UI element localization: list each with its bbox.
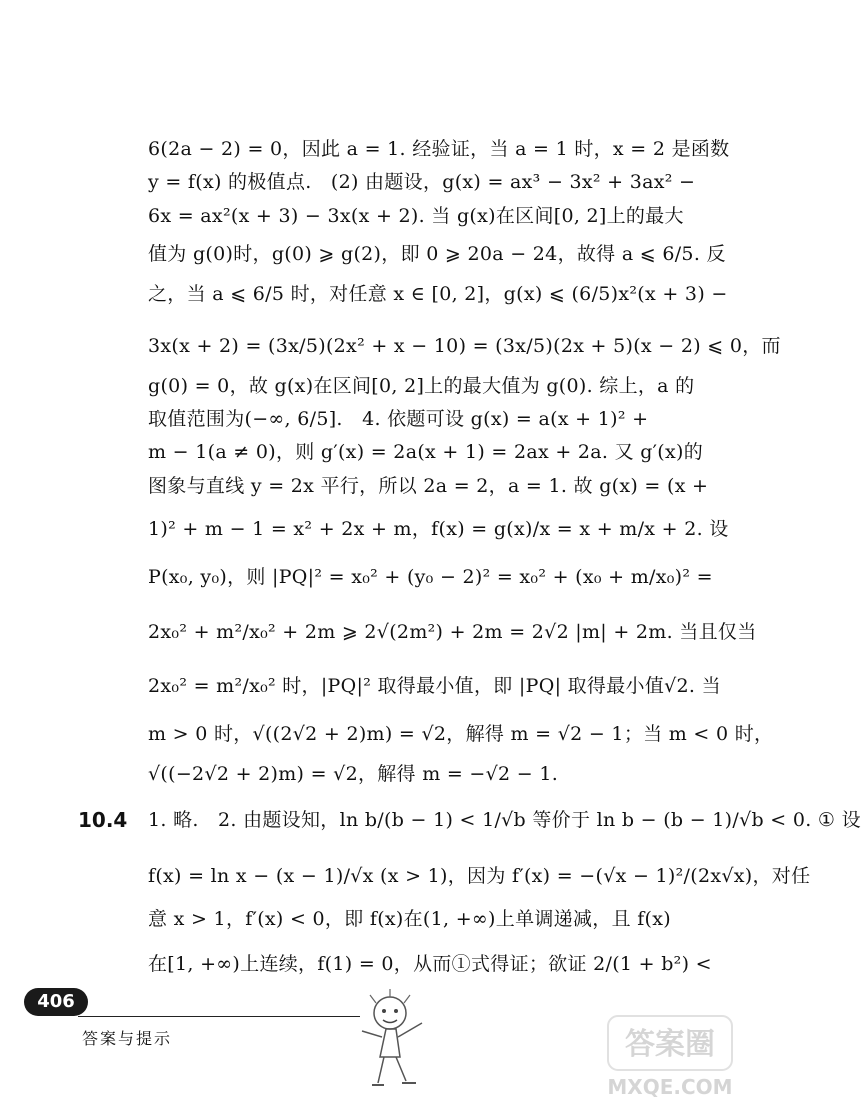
text-line: 2x₀² + m²/x₀² + 2m ⩾ 2√(2m²) + 2m = 2√2 |m| + 2m. 当且仅当 xyxy=(148,621,757,643)
section-number: 10.4 xyxy=(78,808,128,832)
text-line: 意 x > 1，f′(x) < 0，即 f(x)在(1, +∞)上单调递减，且 f(x) xyxy=(148,908,671,930)
text-line: 2x₀² = m²/x₀² 时，|PQ|² 取得最小值，即 |PQ| 取得最小值√2. 当 xyxy=(148,675,721,697)
text-line: 在[1, +∞)上连续，f(1) = 0，从而①式得证；欲证 2/(1 + b²) < xyxy=(148,953,712,975)
text-line: 6(2a − 2) = 0，因此 a = 1. 经验证，当 a = 1 时，x = 2 是函数 xyxy=(148,138,730,160)
text-line: y = f(x) 的极值点. (2) 由题设，g(x) = ax³ − 3x² + 3ax² − xyxy=(148,171,696,193)
text-line: f(x) = ln x − (x − 1)/√x (x > 1)，因为 f′(x) = −(√x − 1)²/(2x√x)，对任 xyxy=(148,865,811,887)
text-line: 值为 g(0)时，g(0) ⩾ g(2)，即 0 ⩾ 20a − 24，故得 a ⩽ 6/5. 反 xyxy=(148,243,726,265)
text-line: m > 0 时，√((2√2 + 2)m) = √2，解得 m = √2 − 1；当 m < 0 时， xyxy=(148,723,774,745)
watermark-logo xyxy=(600,1010,740,1105)
watermark-text: 答案圈 xyxy=(625,1027,715,1062)
text-line: 之，当 a ⩽ 6/5 时，对任意 x ∈ [0, 2]，g(x) ⩽ (6/5)x²(x + 3) − xyxy=(148,283,728,305)
text-line: 取值范围为(−∞, 6/5]. 4. 依题可设 g(x) = a(x + 1)² + xyxy=(148,408,649,430)
text-line: 图象与直线 y = 2x 平行，所以 2a = 2，a = 1. 故 g(x) = (x + xyxy=(148,475,709,497)
text-line: 1)² + m − 1 = x² + 2x + m，f(x) = g(x)/x = x + m/x + 2. 设 xyxy=(148,518,729,540)
page-number: 406 xyxy=(24,988,88,1016)
mascot-illustration xyxy=(350,985,460,1095)
text-line: 3x(x + 2) = (3x/5)(2x² + x − 10) = (3x/5)(2x + 5)(x − 2) ⩽ 0，而 xyxy=(148,335,781,357)
footer-title: 答案与提示 xyxy=(82,1029,173,1048)
text-line: √((−2√2 + 2)m) = √2，解得 m = −√2 − 1. xyxy=(148,763,559,785)
text-line: m − 1(a ≠ 0)，则 g′(x) = 2a(x + 1) = 2ax + 2a. 又 g′(x)的 xyxy=(148,441,704,463)
watermark-url: MXQE.COM xyxy=(607,1075,733,1099)
text-line: g(0) = 0，故 g(x)在区间[0, 2]上的最大值为 g(0). 综上，a 的 xyxy=(148,375,695,397)
text-line: 6x = ax²(x + 3) − 3x(x + 2). 当 g(x)在区间[0, 2]上的最大 xyxy=(148,205,684,227)
text-line: P(x₀, y₀)，则 |PQ|² = x₀² + (y₀ − 2)² = x₀² + (x₀ + m/x₀)² = xyxy=(148,566,713,588)
footer-divider xyxy=(78,1016,360,1017)
text-line: 1. 略. 2. 由题设知，ln b/(b − 1) < 1/√b 等价于 ln b − (b − 1)/√b < 0. ① 设 xyxy=(148,809,861,831)
